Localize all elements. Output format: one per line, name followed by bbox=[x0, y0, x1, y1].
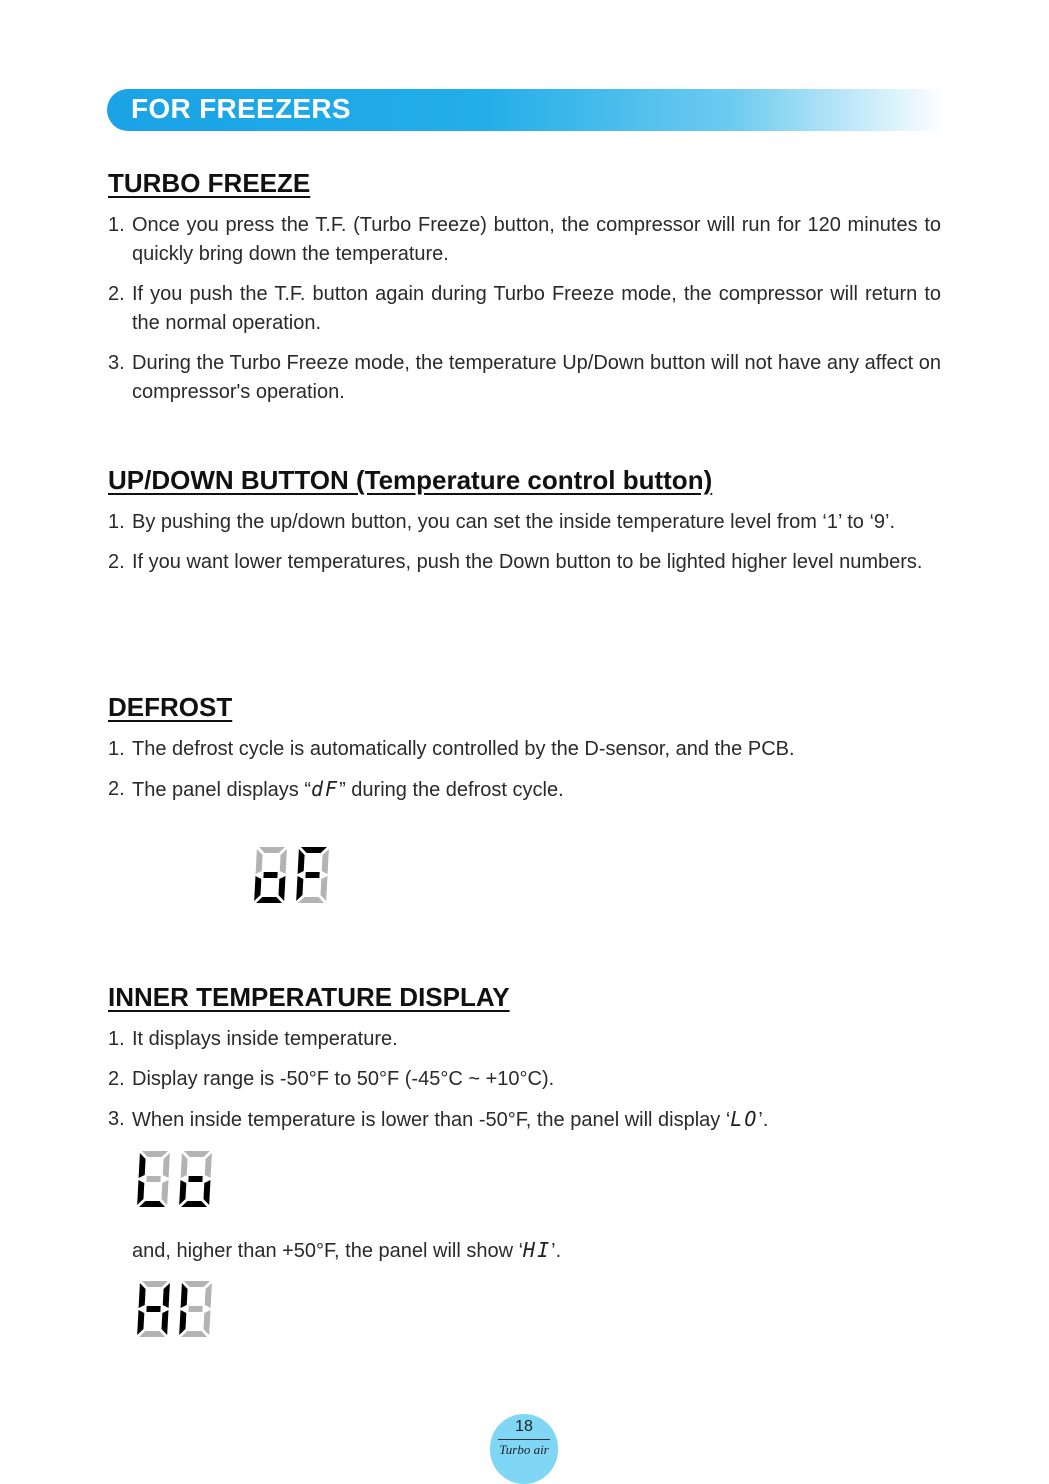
segment-a-lit bbox=[301, 847, 327, 853]
list-item: 2. The panel displays “dF” during the defrost cycle. bbox=[108, 775, 941, 805]
list-item: 3. When inside temperature is lower than -50°F, the panel will display ‘LO’. bbox=[108, 1105, 941, 1135]
segment-f-lit bbox=[139, 1153, 146, 1178]
segment-e-lit bbox=[137, 1180, 144, 1205]
segment-a-unlit bbox=[184, 1151, 210, 1157]
segment-a-unlit bbox=[142, 1281, 168, 1287]
list-item: 1. By pushing the up/down button, you can set the inside temperature level from ‘1’ to ‘9’. bbox=[108, 511, 896, 533]
segment-a-unlit bbox=[142, 1151, 168, 1157]
inner-temperature-list bbox=[108, 1025, 941, 1146]
seven-segment-digit bbox=[296, 847, 329, 903]
seven-segment-digit bbox=[137, 1281, 170, 1337]
seven-segment-digit bbox=[254, 847, 287, 903]
defrost-display-df bbox=[253, 844, 343, 906]
segment-c-unlit bbox=[161, 1180, 168, 1205]
segment-g-lit bbox=[263, 872, 277, 878]
segment-d-unlit bbox=[181, 1331, 207, 1337]
segment-f-lit bbox=[181, 1283, 188, 1308]
segment-d-unlit bbox=[139, 1331, 165, 1337]
segment-c-unlit bbox=[320, 876, 327, 901]
segment-b-unlit bbox=[322, 849, 329, 874]
segment-g-unlit bbox=[146, 1176, 160, 1182]
defrost-list bbox=[108, 735, 941, 816]
segment-c-lit bbox=[161, 1310, 168, 1335]
segment-e-lit bbox=[296, 876, 303, 901]
segment-d-lit bbox=[181, 1201, 207, 1207]
segment-g-unlit bbox=[188, 1306, 202, 1312]
heading-defrost: DEFROST bbox=[108, 692, 233, 722]
segment-g-lit bbox=[305, 872, 319, 878]
list-item: 1. It displays inside temperature. bbox=[108, 1028, 398, 1050]
list-item: 2. If you want lower temperatures, push the Down button to be lighted higher level numbers. bbox=[108, 551, 923, 573]
page-number: 18 bbox=[515, 1418, 533, 1435]
segment-f-unlit bbox=[256, 849, 263, 874]
segment-f-unlit bbox=[181, 1153, 188, 1178]
segment-b-lit bbox=[163, 1283, 170, 1308]
segment-b-unlit bbox=[163, 1153, 170, 1178]
inline-display-code: HI bbox=[523, 1238, 552, 1262]
segment-a-unlit bbox=[184, 1281, 210, 1287]
high-display-hi bbox=[136, 1278, 228, 1340]
segment-f-lit bbox=[298, 849, 305, 874]
seven-segment-digit bbox=[179, 1281, 212, 1337]
segment-g-lit bbox=[146, 1306, 160, 1312]
segment-c-lit bbox=[278, 876, 285, 901]
segment-e-lit bbox=[254, 876, 261, 901]
segment-g-lit bbox=[188, 1176, 202, 1182]
list-item: 3. During the Turbo Freeze mode, the temperature Up/Down button will not have any affect on compressor's operation. bbox=[108, 352, 941, 403]
up-down-list bbox=[108, 508, 941, 588]
segment-e-lit bbox=[179, 1310, 186, 1335]
list-item: 2. If you push the T.F. button again during Turbo Freeze mode, the compressor will return to the normal operation. bbox=[108, 283, 941, 334]
segment-b-unlit bbox=[205, 1153, 212, 1178]
brand-name: Turbo air bbox=[499, 1442, 549, 1457]
segment-a-unlit bbox=[259, 847, 285, 853]
segment-d-unlit bbox=[298, 897, 324, 903]
turbo-freeze-list bbox=[108, 211, 941, 418]
banner-title: FOR FREEZERS bbox=[131, 93, 351, 124]
list-item: 2. Display range is -50°F to 50°F (-45°C ~ +10°C). bbox=[108, 1068, 555, 1090]
heading-inner-temperature-display: INNER TEMPERATURE DISPLAY bbox=[108, 982, 510, 1012]
segment-e-lit bbox=[137, 1310, 144, 1335]
segment-d-lit bbox=[256, 897, 282, 903]
segment-b-unlit bbox=[280, 849, 287, 874]
inline-display-code: LO bbox=[730, 1107, 759, 1131]
segment-c-lit bbox=[203, 1180, 210, 1205]
low-display-lo bbox=[136, 1148, 228, 1210]
seven-segment-digit bbox=[179, 1151, 212, 1207]
segment-b-unlit bbox=[205, 1283, 212, 1308]
segment-d-lit bbox=[139, 1201, 165, 1207]
section-banner bbox=[107, 89, 945, 131]
segment-f-lit bbox=[139, 1283, 146, 1308]
list-item: 1. The defrost cycle is automatically controlled by the D-sensor, and the PCB. bbox=[108, 738, 795, 760]
heading-turbo-freeze: TURBO FREEZE bbox=[108, 168, 311, 198]
heading-up-down-button: UP/DOWN BUTTON (Temperature control button) bbox=[108, 465, 713, 495]
list-item: 1. Once you press the T.F. (Turbo Freeze) button, the compressor will run for 120 minutes to quickly bring down the temperature. bbox=[108, 214, 941, 265]
high-temperature-note: and, higher than +50°F, the panel will show ‘HI’. bbox=[132, 1236, 561, 1266]
inline-display-code: dF bbox=[310, 777, 340, 801]
footer-divider bbox=[498, 1439, 550, 1440]
segment-e-lit bbox=[179, 1180, 186, 1205]
seven-segment-digit bbox=[137, 1151, 170, 1207]
segment-c-unlit bbox=[203, 1310, 210, 1335]
